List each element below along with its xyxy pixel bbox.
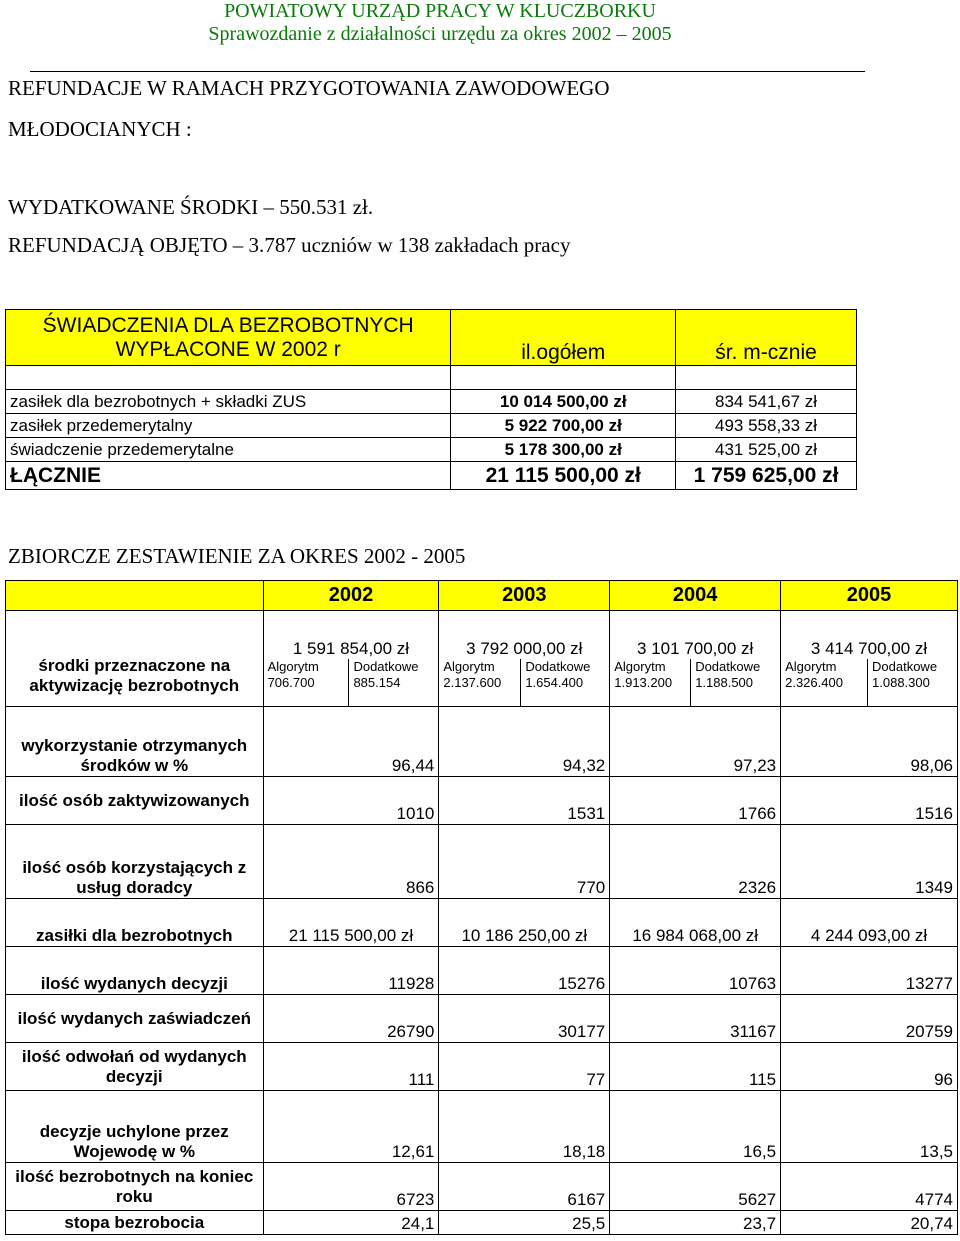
funds-totals-row [6,611,958,659]
benefits-row-total: 10 014 500,00 zł [451,390,676,414]
benefits-row [6,414,857,438]
benefits-row-monthly: 431 525,00 zł [676,438,857,462]
benefits-col-total: il.ogółem [451,310,676,366]
summary-row-label: stopa bezrobocia [6,1211,264,1235]
funds-algorytm [439,659,521,707]
summary-value: 770 [439,825,610,899]
summary-value: 98,06 [781,707,958,777]
funds-dodatkowe-label: Dodatkowe [525,658,591,674]
refund-covered [8,233,570,257]
summary-value: 111 [263,1043,439,1091]
summary-value: 1516 [781,777,958,825]
funds-total: 3 101 700,00 zł [610,611,781,659]
refund-covered-prefix: REFUNDACJĄ OBJĘTO – 3. [8,233,265,257]
summary-row [6,947,958,995]
summary-value: 1766 [610,777,781,825]
report-title: POWIATOWY URZĄD PRACY W KLUCZBORKU [224,0,656,22]
benefits-header-row [6,310,857,366]
summary-value: 11928 [263,947,439,995]
benefits-row-total: 5 178 300,00 zł [451,438,676,462]
benefits-row-monthly: 834 541,67 zł [676,390,857,414]
funds-dodatkowe-value: 1.654.400 [525,674,584,690]
summary-value: 4 244 093,00 zł [781,899,958,947]
summary-value: 21 115 500,00 zł [263,899,439,947]
summary-value: 15276 [439,947,610,995]
summary-value: 20,74 [781,1211,958,1235]
funds-dodatkowe [521,659,610,707]
summary-value: 12,61 [263,1091,439,1163]
summary-row-label: ilość osób zaktywizowanych [6,777,264,825]
summary-value: 16 984 068,00 zł [610,899,781,947]
benefits-title-line2: WYPŁACONE W 2002 r [115,337,341,361]
benefits-sum-row [6,462,857,490]
summary-row [6,1211,958,1235]
summary-value: 2326 [610,825,781,899]
summary-row [6,1163,958,1211]
funds-total: 1 591 854,00 zł [263,611,439,659]
benefits-table [5,309,857,490]
summary-row [6,777,958,825]
benefits-row-monthly: 493 558,33 zł [676,414,857,438]
funds-algorytm [781,659,868,707]
summary-row-label: decyzje uchylone przez Wojewodę w % [6,1091,264,1163]
summary-heading: ZBIORCZE ZESTAWIENIE ZA OKRES 2002 - 2005 [8,544,466,568]
summary-row-label: ilość bezrobotnych na koniec roku [6,1163,264,1211]
benefits-sum-total: 21 115 500,00 zł [451,462,676,490]
summary-value: 115 [610,1043,781,1091]
summary-value: 13,5 [781,1091,958,1163]
benefits-row [6,438,857,462]
funds-label: środki przeznaczone na aktywizację bezrobotnych [6,611,264,707]
funds-dodatkowe-value: 885.154 [353,674,401,690]
summary-row-label: ilość wydanych zaświadczeń [6,995,264,1043]
summary-row [6,1091,958,1163]
summary-value: 96 [781,1043,958,1091]
funds-dodatkowe [691,659,781,707]
summary-corner [6,581,264,611]
funds-dodatkowe [868,659,958,707]
summary-years-row [6,581,958,611]
funds-algorytm-label: Algorytm [785,658,837,674]
summary-value: 866 [263,825,439,899]
benefits-row-label: świadczenie przedemerytalne [6,438,451,462]
summary-value: 77 [439,1043,610,1091]
funds-algorytm-value: 706.700 [267,674,315,690]
summary-value: 1010 [263,777,439,825]
summary-value: 5627 [610,1163,781,1211]
summary-value: 13277 [781,947,958,995]
summary-value: 18,18 [439,1091,610,1163]
year-header: 2004 [610,581,781,611]
refund-heading-line2: MŁODOCIANYCH : [8,117,192,141]
summary-row [6,995,958,1043]
summary-value: 97,23 [610,707,781,777]
report-subtitle: Sprawozdanie z działalności urzędu za okres 2002 – 2005 [208,23,672,45]
refund-heading-line1: REFUNDACJE W RAMACH PRZYGOTOWANIA ZAWODOWEGO [8,76,610,100]
funds-algorytm [610,659,691,707]
benefits-row-label: zasiłek przedemerytalny [6,414,451,438]
funds-algorytm-label: Algorytm [614,658,666,674]
funds-dodatkowe-label: Dodatkowe [695,658,761,674]
summary-value: 23,7 [610,1211,781,1235]
summary-row-label: ilość wydanych decyzji [6,947,264,995]
funds-algorytm [263,659,349,707]
funds-dodatkowe-value: 1.088.300 [872,674,930,690]
summary-value: 1349 [781,825,958,899]
summary-row-label: wykorzystanie otrzymanych środków w % [6,707,264,777]
summary-value: 10 186 250,00 zł [439,899,610,947]
benefits-row-total: 5 922 700,00 zł [451,414,676,438]
summary-value: 6723 [263,1163,439,1211]
summary-row [6,825,958,899]
benefits-title-line1: ŚWIADCZENIA DLA BEZROBOTNYCH [42,313,414,337]
summary-value: 1531 [439,777,610,825]
funds-dodatkowe-label: Dodatkowe [872,658,938,674]
summary-row-label: ilość odwołań od wydanych decyzji [6,1043,264,1091]
refund-covered-rest: 787 uczniów w 138 zakładach pracy [264,233,571,257]
summary-row-label: ilość osób korzystających z usług doradcy [6,825,264,899]
funds-dodatkowe-value: 1.188.500 [695,674,754,690]
funds-dodatkowe [349,659,439,707]
summary-value: 16,5 [610,1091,781,1163]
summary-value: 30177 [439,995,610,1043]
summary-value: 20759 [781,995,958,1043]
funds-algorytm-label: Algorytm [443,658,495,674]
summary-value: 31167 [610,995,781,1043]
year-header: 2005 [781,581,958,611]
benefits-row [6,390,857,414]
benefits-spacer-row [6,366,857,390]
year-header: 2002 [263,581,439,611]
benefits-col-monthly: śr. m-cznie [676,310,857,366]
funds-dodatkowe-label: Dodatkowe [353,658,419,674]
year-header: 2003 [439,581,610,611]
summary-table [5,580,958,1235]
funds-algorytm-label: Algorytm [267,658,319,674]
benefits-sum-label: ŁĄCZNIE [6,462,451,490]
funds-algorytm-value: 2.326.400 [785,674,843,690]
summary-value: 26790 [263,995,439,1043]
funds-total: 3 414 700,00 zł [781,611,958,659]
funds-total: 3 792 000,00 zł [439,611,610,659]
funds-algorytm-value: 2.137.600 [443,674,502,690]
summary-value: 24,1 [263,1211,439,1235]
summary-value: 94,32 [439,707,610,777]
benefits-title [6,310,451,366]
benefits-row-label: zasiłek dla bezrobotnych + składki ZUS [6,390,451,414]
summary-row [6,707,958,777]
summary-value: 96,44 [263,707,439,777]
summary-value: 4774 [781,1163,958,1211]
summary-value: 25,5 [439,1211,610,1235]
summary-row-label: zasiłki dla bezrobotnych [6,899,264,947]
benefits-sum-monthly: 1 759 625,00 zł [676,462,857,490]
summary-row [6,899,958,947]
refund-spent: WYDATKOWANE ŚRODKI – 550.531 zł. [8,195,374,219]
header-divider [30,71,865,72]
summary-row [6,1043,958,1091]
funds-algorytm-value: 1.913.200 [614,674,673,690]
summary-value: 10763 [610,947,781,995]
summary-value: 6167 [439,1163,610,1211]
